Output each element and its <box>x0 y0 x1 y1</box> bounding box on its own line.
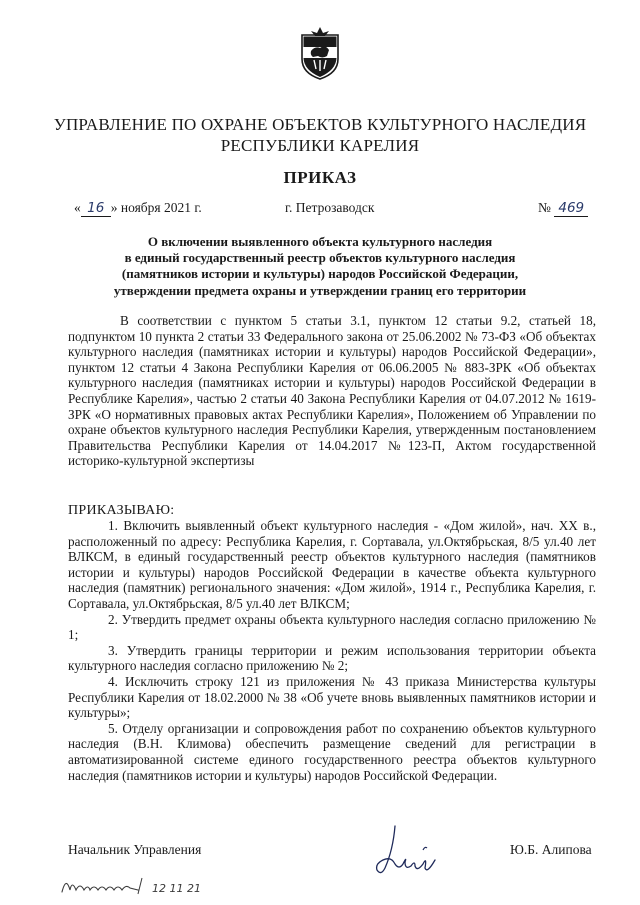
subject-line2: в единый государственный реестр объектов культурного наследия <box>124 250 516 266</box>
document-date <box>74 200 202 217</box>
number-value: 469 <box>554 200 588 217</box>
subject-line3: (памятников истории и культуры) народов Российской Федерации, <box>121 266 519 282</box>
number-prefix: № <box>538 200 551 215</box>
date-quote-open: « <box>74 200 81 215</box>
document-city: г. Петрозаводск <box>285 200 375 215</box>
date-month-year: ноября 2021 г. <box>120 200 202 215</box>
organization-name <box>40 114 600 156</box>
document-subject <box>70 234 570 299</box>
date-quote-close: » <box>110 200 118 215</box>
karelia-coat-of-arms-icon <box>298 25 342 81</box>
organization-name-line2: РЕСПУБЛИКИ КАРЕЛИЯ <box>220 136 420 155</box>
handwritten-note-date: 12 11 21 <box>152 882 201 895</box>
order-item-1: 1. Включить выявленный объект культурного наследия - «Дом жилой», нач. XX в., расположенный по адресу: Республика Карелия, г. Сортавала, ул.Октябрьская, 8/5 ул.40 лет ВЛКСМ, в единый государственный реестр объектов культурного наследия (памятников истории и культуры) народов Российской Федерации в качестве объекта культурного наследия (памятник) регионального значения: «Дом жилой», 1914 г., Республика Карелия, г. Сортавала, ул.Октябрьская, 8/5 ул.40 лет ВЛКСМ; <box>68 518 596 611</box>
order-word: ПРИКАЗЫВАЮ: <box>68 503 175 518</box>
document-number <box>538 200 588 217</box>
date-day: 16 <box>81 200 111 217</box>
handwritten-note <box>60 872 230 900</box>
signatory-name: Ю.Б. Алипова <box>510 842 592 857</box>
organization-name-line1: УПРАВЛЕНИЕ ПО ОХРАНЕ ОБЪЕКТОВ КУЛЬТУРНОГО НАСЛЕДИЯ <box>53 115 587 134</box>
handwritten-signature <box>365 820 445 880</box>
subject-line1: О включении выявленного объекта культурного наследия <box>147 234 493 249</box>
subject-line4: утверждении предмета охраны и утверждении границ его территории <box>113 282 527 298</box>
document-type: ПРИКАЗ <box>283 168 357 187</box>
preamble-paragraph: В соответствии с пунктом 5 статьи 3.1, пунктом 12 статьи 9.2, статьей 18, подпунктом 10 пункта 2 статьи 33 Федерального закона от 25.06.2002 № 73-ФЗ «Об объектах культурного наследия (памятниках истории и культуры) народов Российской Федерации», пунктом 12 статьи 4 Закона Республики Карелия от 06.06.2005 № 883-ЗРК «Об объектах культурного наследия (памятниках истории и культуры) народов Российской Федерации в Республике Карелия», частью 2 статьи 40 Закона Республики Карелия от 04.07.2012 № 1619-ЗРК «О нормативных правовых актах Республики Карелия», Положением об Управлении по охране объектов культурного наследия Республики Карелия, утвержденным постановлением Правительства Республики Карелия от 14.04.2017 №123-П, Актом государственной историко-культурной экспертизы <box>68 313 596 469</box>
order-item-5: 5. Отделу организации и сопровождения работ по сохранению объектов культурного наследия (В.Н. Климова) обеспечить размещение сведений для регистрации в автоматизированной системе единого государственного реестра объектов культурного наследия (памятников истории и культуры) народов Российской Федерации. <box>68 720 596 783</box>
signatory-position: Начальник Управления <box>68 842 202 857</box>
order-items <box>68 518 596 783</box>
order-item-2: 2. Утвердить предмет охраны объекта культурного наследия согласно приложению № 1; <box>68 611 596 643</box>
order-item-3: 3. Утвердить границы территории и режим использования территории объекта культурного наследия согласно приложению № 2; <box>68 642 596 674</box>
order-item-4: 4. Исключить строку 121 из приложения № 43 приказа Министерства культуры Республики Карелия от 18.02.2000 № 38 «Об учете вновь выявленных памятников истории и культуры»; <box>68 673 596 721</box>
